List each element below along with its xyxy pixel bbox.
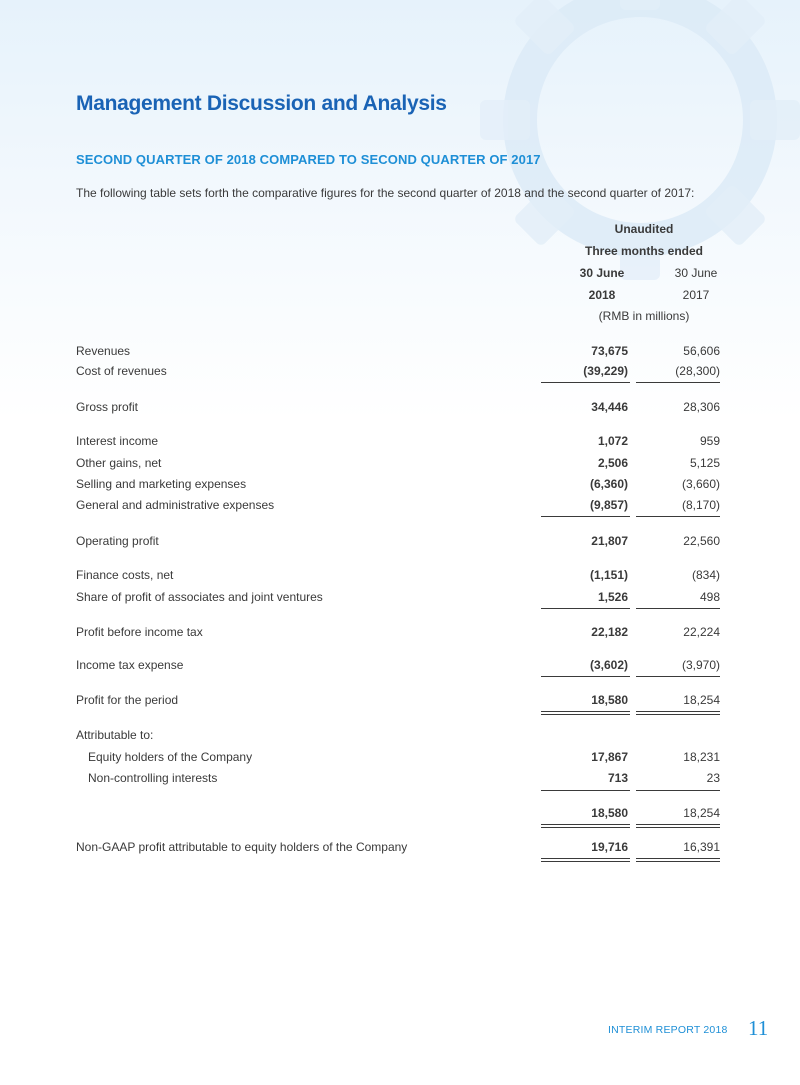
row-label: Profit before income tax — [76, 625, 203, 639]
value-2017: 56,606 — [683, 344, 720, 358]
value-2017: 18,254 — [683, 693, 720, 707]
value-2018: (39,229) — [583, 364, 628, 378]
value-2018: 1,072 — [597, 434, 628, 448]
subtotal-rule — [541, 608, 630, 609]
total-rule — [636, 861, 720, 862]
footer-report-name: INTERIM REPORT 2018 — [608, 1024, 728, 1036]
total-rule — [636, 827, 720, 828]
header-2018-date: 30 June — [579, 266, 625, 280]
value-2018: 18,580 — [591, 693, 628, 707]
table-row — [76, 400, 724, 418]
table-row — [76, 840, 724, 858]
value-2017: 5,125 — [689, 456, 720, 470]
table-row — [76, 456, 724, 474]
table-row — [76, 434, 724, 452]
total-rule — [636, 711, 720, 712]
value-2017: (8,170) — [681, 498, 720, 512]
row-label: Non-GAAP profit attributable to equity holders of the Company — [76, 840, 408, 854]
table-row — [76, 534, 724, 552]
total-rule — [636, 714, 720, 715]
value-2017: 498 — [699, 590, 720, 604]
section-heading: SECOND QUARTER OF 2018 COMPARED TO SECOND QUARTER OF 2017 — [76, 152, 541, 167]
page-number: 11 — [748, 1016, 769, 1040]
table-row — [76, 344, 724, 362]
value-2018: (1,151) — [589, 568, 628, 582]
value-2018: 21,807 — [591, 534, 628, 548]
row-label: Non-controlling interests — [88, 771, 218, 785]
row-label: Attributable to: — [76, 728, 154, 742]
total-rule — [541, 824, 630, 825]
value-2018: 34,446 — [591, 400, 628, 414]
total-rule — [636, 824, 720, 825]
row-label: Finance costs, net — [76, 568, 174, 582]
header-2018-year: 2018 — [588, 288, 616, 302]
table-row — [76, 658, 724, 676]
row-label: Share of profit of associates and joint ventures — [76, 590, 323, 604]
row-label: Profit for the period — [76, 693, 179, 707]
header-2017-date: 30 June — [674, 266, 718, 280]
value-2017: (3,970) — [681, 658, 720, 672]
value-2018: 18,580 — [591, 806, 628, 820]
header-units: (RMB in millions) — [598, 309, 690, 323]
header-period: Three months ended — [584, 244, 703, 258]
value-2017: 18,254 — [683, 806, 720, 820]
subtotal-rule — [541, 790, 630, 791]
value-2017: (28,300) — [675, 364, 720, 378]
table-row — [76, 750, 724, 768]
table-row — [76, 498, 724, 516]
table-row — [76, 364, 724, 382]
table-row — [76, 771, 724, 789]
table-row — [76, 477, 724, 495]
table-row — [76, 728, 724, 746]
row-label: Operating profit — [76, 534, 159, 548]
value-2017: (834) — [691, 568, 720, 582]
value-2018: (6,360) — [589, 477, 628, 491]
value-2017: 22,224 — [683, 625, 720, 639]
value-2018: 73,675 — [591, 344, 628, 358]
total-rule — [541, 861, 630, 862]
value-2018: 2,506 — [597, 456, 628, 470]
intro-text: The following table sets forth the comparative figures for the second quarter of 2018 and the second quarter of 2017: — [76, 186, 695, 200]
total-rule — [541, 714, 630, 715]
header-2017-year: 2017 — [682, 288, 710, 302]
table-row — [76, 625, 724, 643]
value-2017: 22,560 — [683, 534, 720, 548]
row-label: Income tax expense — [76, 658, 184, 672]
row-label: Interest income — [76, 434, 159, 448]
row-label: Gross profit — [76, 400, 139, 414]
row-label: Revenues — [76, 344, 131, 358]
total-rule — [636, 858, 720, 859]
total-rule — [541, 711, 630, 712]
subtotal-rule — [636, 676, 720, 677]
subtotal-rule — [541, 382, 630, 383]
page-title: Management Discussion and Analysis — [76, 92, 447, 115]
subtotal-rule — [636, 608, 720, 609]
value-2017: 28,306 — [683, 400, 720, 414]
value-2018: 22,182 — [591, 625, 628, 639]
value-2018: (3,602) — [589, 658, 628, 672]
value-2017: 18,231 — [683, 750, 720, 764]
value-2018: 713 — [607, 771, 628, 785]
subtotal-rule — [541, 516, 630, 517]
value-2017: 16,391 — [683, 840, 720, 854]
value-2018: 1,526 — [597, 590, 628, 604]
value-2017: 23 — [706, 771, 720, 785]
subtotal-rule — [636, 790, 720, 791]
total-rule — [541, 858, 630, 859]
value-2018: (9,857) — [589, 498, 628, 512]
row-label: Other gains, net — [76, 456, 162, 470]
total-rule — [541, 827, 630, 828]
row-label: Selling and marketing expenses — [76, 477, 247, 491]
value-2018: 19,716 — [591, 840, 628, 854]
value-2017: (3,660) — [681, 477, 720, 491]
value-2018: 17,867 — [591, 750, 628, 764]
row-label: General and administrative expenses — [76, 498, 275, 512]
header-unaudited: Unaudited — [614, 222, 674, 236]
table-row — [76, 806, 724, 824]
row-label: Cost of revenues — [76, 364, 167, 378]
subtotal-rule — [541, 676, 630, 677]
table-row — [76, 590, 724, 608]
subtotal-rule — [636, 516, 720, 517]
table-row — [76, 693, 724, 711]
subtotal-rule — [636, 382, 720, 383]
table-row — [76, 568, 724, 586]
value-2017: 959 — [699, 434, 720, 448]
row-label: Equity holders of the Company — [88, 750, 253, 764]
